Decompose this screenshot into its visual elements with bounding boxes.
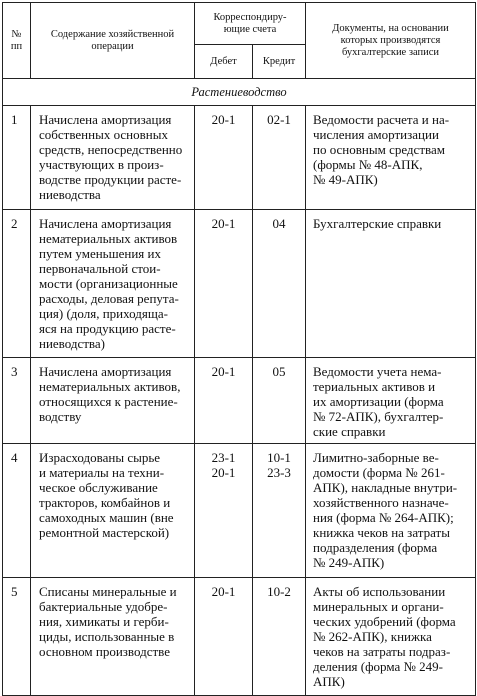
documents-cell: Бухгалтерские справки — [306, 210, 476, 358]
table-row — [3, 444, 476, 578]
table-row — [3, 210, 476, 358]
section-title: Растениеводство — [3, 79, 476, 106]
operation-cell: Израсходованы сырье и материалы на техни- ческое обслуживание тракторов, комбайнов и самоходных машин (вне ремонтной мастерской) — [31, 444, 195, 578]
credit-cell: 05 — [253, 358, 306, 444]
debit-cell: 20-1 — [195, 210, 253, 358]
debit-cell: 20-1 — [195, 106, 253, 210]
row-number: 2 — [3, 210, 31, 358]
credit-cell: 10-1 23-3 — [253, 444, 306, 578]
row-number: 3 — [3, 358, 31, 444]
header-operation: Содержание хозяйственной операции — [31, 3, 195, 79]
credit-cell: 10-2 — [253, 578, 306, 696]
row-number: 1 — [3, 106, 31, 210]
credit-cell: 04 — [253, 210, 306, 358]
section-row — [3, 79, 476, 106]
documents-cell: Лимитно-заборные ве- домости (форма № 261- АПК), накладные внутри- хозяйственного назначе- ния (форма № 264-АПК); книжка чеков на затраты подразделения (форма № 249-АПК) — [306, 444, 476, 578]
documents-cell: Акты об использовании минеральных и органи- ческих удобрений (форма № 262-АПК), книжка чеков на затраты подраз- деления (форма № 249- АПК) — [306, 578, 476, 696]
row-number: 5 — [3, 578, 31, 696]
operation-cell: Начислена амортизация нематериальных активов путем уменьшения их первоначальной стои- мости (организационные расходы, деловая репута- ция) (доля, приходяща- яся на продукцию расте- ниеводства) — [31, 210, 195, 358]
header-debit: Дебет — [195, 45, 253, 79]
accounting-entries-table — [2, 2, 476, 696]
header-row — [3, 3, 476, 45]
documents-cell: Ведомости учета нема- териальных активов и их амортизации (форма № 72-АПК), бухгалтер- ские справки — [306, 358, 476, 444]
header-number: № пп — [3, 3, 31, 79]
table-row — [3, 106, 476, 210]
debit-cell: 23-1 20-1 — [195, 444, 253, 578]
header-accounts: Корреспондиру- ющие счета — [195, 3, 306, 45]
debit-cell: 20-1 — [195, 358, 253, 444]
operation-cell: Списаны минеральные и бактериальные удобре- ния, химикаты и герби- циды, использованные в основном производстве — [31, 578, 195, 696]
documents-cell: Ведомости расчета и на- числения амортизации по основным средствам (формы № 48-АПК, № 49-АПК) — [306, 106, 476, 210]
table-row — [3, 578, 476, 696]
row-number: 4 — [3, 444, 31, 578]
operation-cell: Начислена амортизация собственных основных средств, непосредственно участвующих в произ- водстве продукции расте- ниеводства — [31, 106, 195, 210]
operation-cell: Начислена амортизация нематериальных активов, относящихся к растение- водству — [31, 358, 195, 444]
debit-cell: 20-1 — [195, 578, 253, 696]
credit-cell: 02-1 — [253, 106, 306, 210]
header-documents: Документы, на основании которых производятся бухгалтерские записи — [306, 3, 476, 79]
table-row — [3, 358, 476, 444]
header-credit: Кредит — [253, 45, 306, 79]
